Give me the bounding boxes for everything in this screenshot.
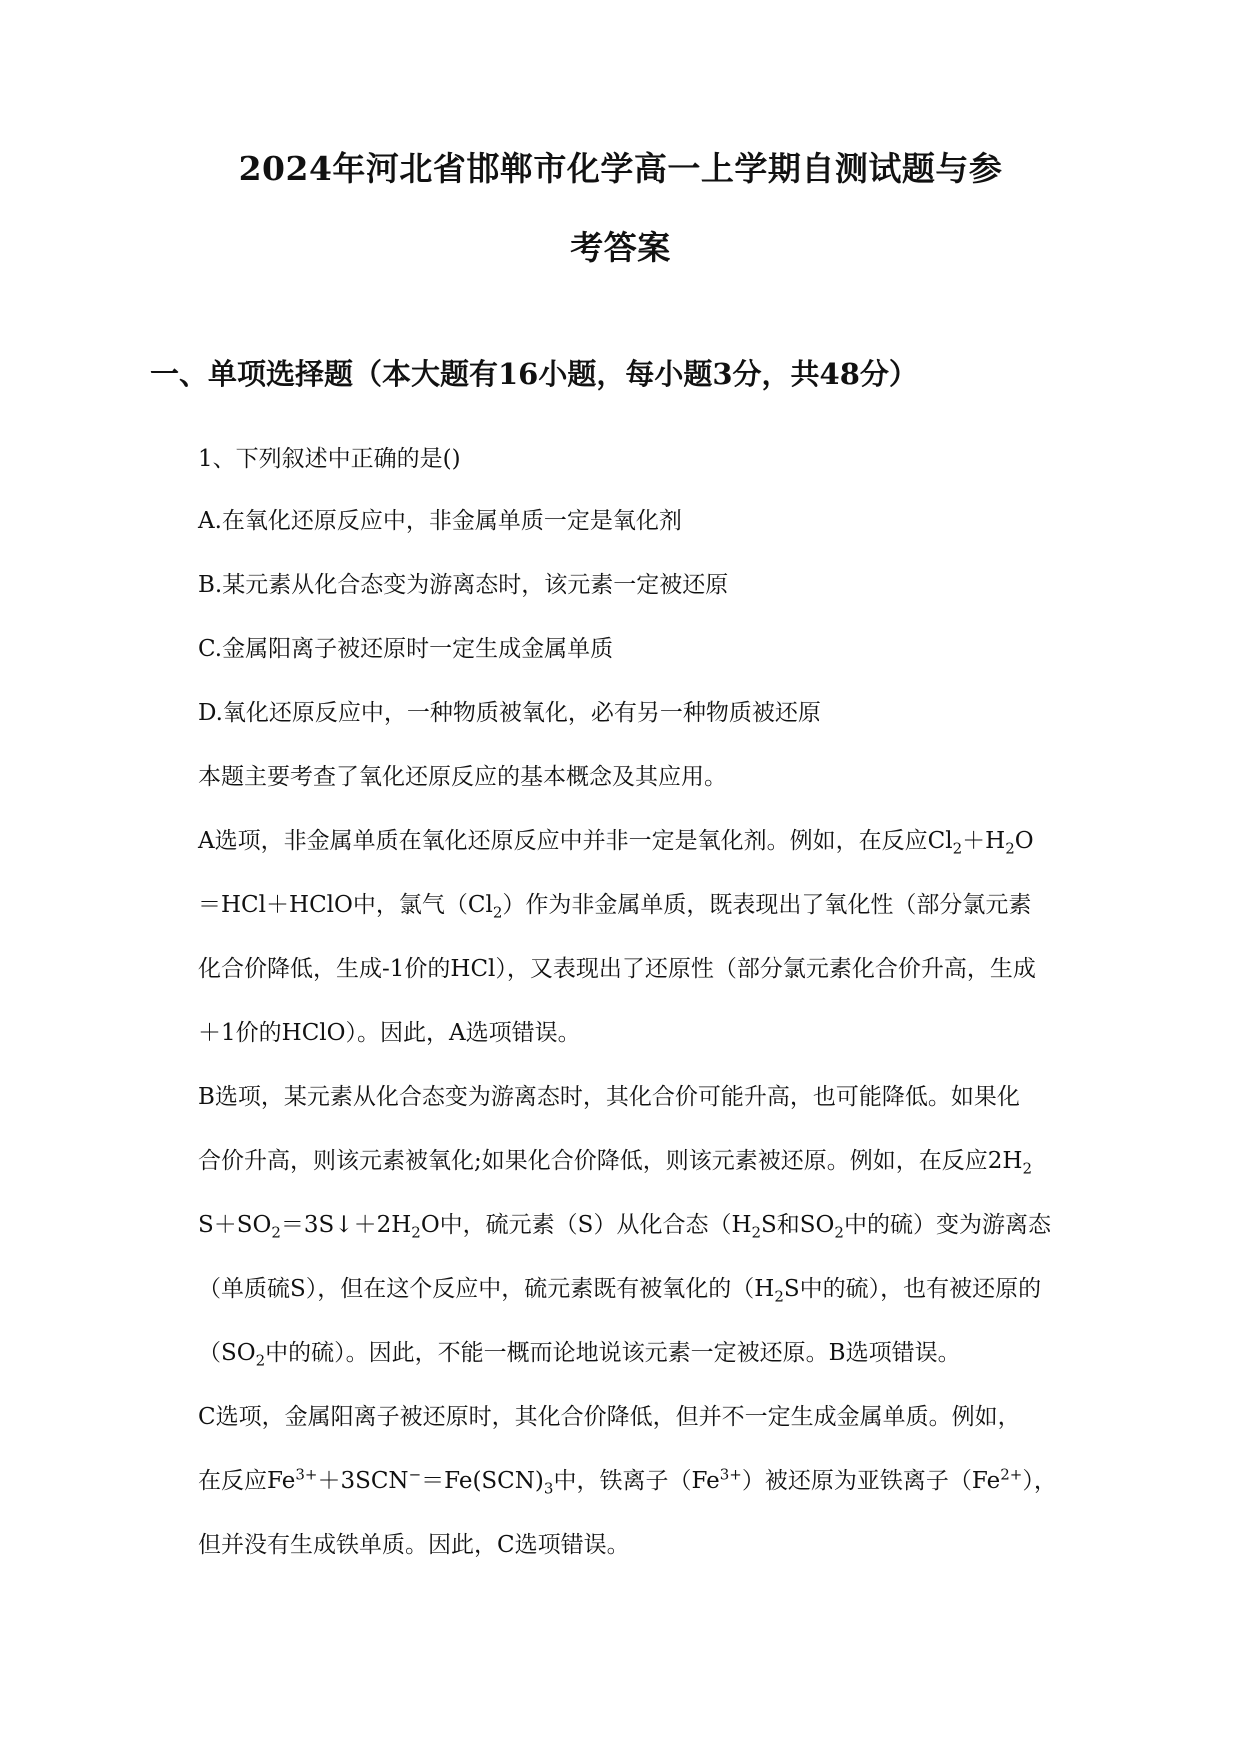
analysis-a-line-1	[198, 822, 1034, 858]
option-b: B.某元素从化合态变为游离态时，该元素一定被还原	[198, 572, 729, 598]
analysis-a-line-2	[198, 886, 1032, 922]
analysis-b-text: O中，硫元素（S）从化合态（H	[420, 1212, 752, 1238]
analysis-c-line-2	[198, 1462, 1057, 1498]
analysis-c-text: 中，铁离子（Fe	[553, 1468, 720, 1494]
superscript: −	[408, 1465, 422, 1484]
subscript: 3	[543, 1479, 554, 1498]
subscript: 2	[1022, 1159, 1032, 1178]
analysis-b-text: （单质硫S），但在这个反应中，硫元素既有被氧化的（H	[198, 1276, 775, 1302]
subscript: 2	[271, 1223, 281, 1242]
analysis-b-text: S中的硫），也有被还原的	[783, 1276, 1042, 1302]
analysis-b-text: 合价升高，则该元素被氧化;如果化合价降低，则该元素被还原。例如，在反应2H	[198, 1148, 1023, 1174]
analysis-a-line-4: ＋1价的HClO）。因此，A选项错误。	[198, 1020, 581, 1046]
document-title-line-1: 2024年河北省邯郸市化学高一上学期自测试题与参	[238, 149, 1003, 188]
analysis-intro: 本题主要考查了氧化还原反应的基本概念及其应用。	[198, 764, 727, 790]
analysis-c-text: 在反应Fe	[198, 1468, 296, 1494]
subscript: 2	[255, 1351, 266, 1370]
analysis-b-text: 中的硫）变为游离态	[843, 1212, 1051, 1238]
subscript: 2	[834, 1223, 844, 1242]
analysis-c-text: ＝Fe(SCN)	[421, 1468, 544, 1494]
analysis-b-text: S＋SO	[198, 1212, 272, 1238]
subscript: 2	[774, 1287, 784, 1306]
subscript: 2	[751, 1223, 762, 1242]
analysis-b-text: （SO	[198, 1340, 256, 1366]
analysis-b-line-5	[198, 1334, 961, 1370]
analysis-a-line-3: 化合价降低，生成-1价的HCl），又表现出了还原性（部分氯元素化合价升高，生成	[198, 956, 1036, 982]
subscript: 2	[952, 839, 963, 858]
analysis-b-line-3	[198, 1206, 1051, 1242]
superscript: 3+	[719, 1465, 742, 1484]
analysis-c-line-3: 但并没有生成铁单质。因此，C选项错误。	[198, 1532, 630, 1558]
subscript: 2	[411, 1223, 421, 1242]
analysis-b-line-4	[198, 1270, 1042, 1306]
analysis-b-text: 中的硫）。因此，不能一概而论地说该元素一定被还原。B选项错误。	[265, 1340, 961, 1366]
question-stem: 1、下列叙述中正确的是()	[198, 446, 461, 472]
analysis-c-text: ＋3SCN	[317, 1468, 409, 1494]
analysis-a-text: ）作为非金属单质，既表现出了氧化性（部分氯元素	[502, 892, 1032, 918]
analysis-a-text: ＝HCl＋HClO中，氯气（Cl	[198, 892, 493, 918]
analysis-b-line-2	[198, 1142, 1032, 1178]
superscript: 3+	[295, 1465, 318, 1484]
option-c: C.金属阳离子被还原时一定生成金属单质	[198, 636, 614, 662]
analysis-a-text: ＋H	[962, 828, 1006, 854]
analysis-a-text: O	[1014, 828, 1034, 854]
option-a: A.在氧化还原反应中，非金属单质一定是氧化剂	[198, 508, 682, 534]
section-heading: 一、单项选择题（本大题有16小题，每小题3分，共48分）	[150, 357, 918, 391]
subscript: 2	[492, 903, 503, 922]
analysis-c-line-1: C选项，金属阳离子被还原时，其化合价降低，但并不一定生成金属单质。例如，	[198, 1404, 1021, 1430]
analysis-a-text: A选项，非金属单质在氧化还原反应中并非一定是氧化剂。例如，在反应Cl	[198, 828, 953, 854]
subscript: 2	[1005, 839, 1015, 858]
analysis-c-text: ）被还原为亚铁离子（Fe	[741, 1468, 1001, 1494]
option-d: D.氧化还原反应中，一种物质被氧化，必有另一种物质被还原	[198, 700, 821, 726]
analysis-b-text: S和SO	[761, 1212, 835, 1238]
document-title-line-2: 考答案	[570, 228, 671, 267]
superscript: 2+	[1000, 1465, 1023, 1484]
analysis-c-text: ），	[1022, 1468, 1057, 1494]
analysis-b-text: ＝3S↓＋2H	[280, 1212, 412, 1238]
analysis-b-line-1: B选项，某元素从化合态变为游离态时，其化合价可能升高，也可能降低。如果化	[198, 1084, 1020, 1110]
